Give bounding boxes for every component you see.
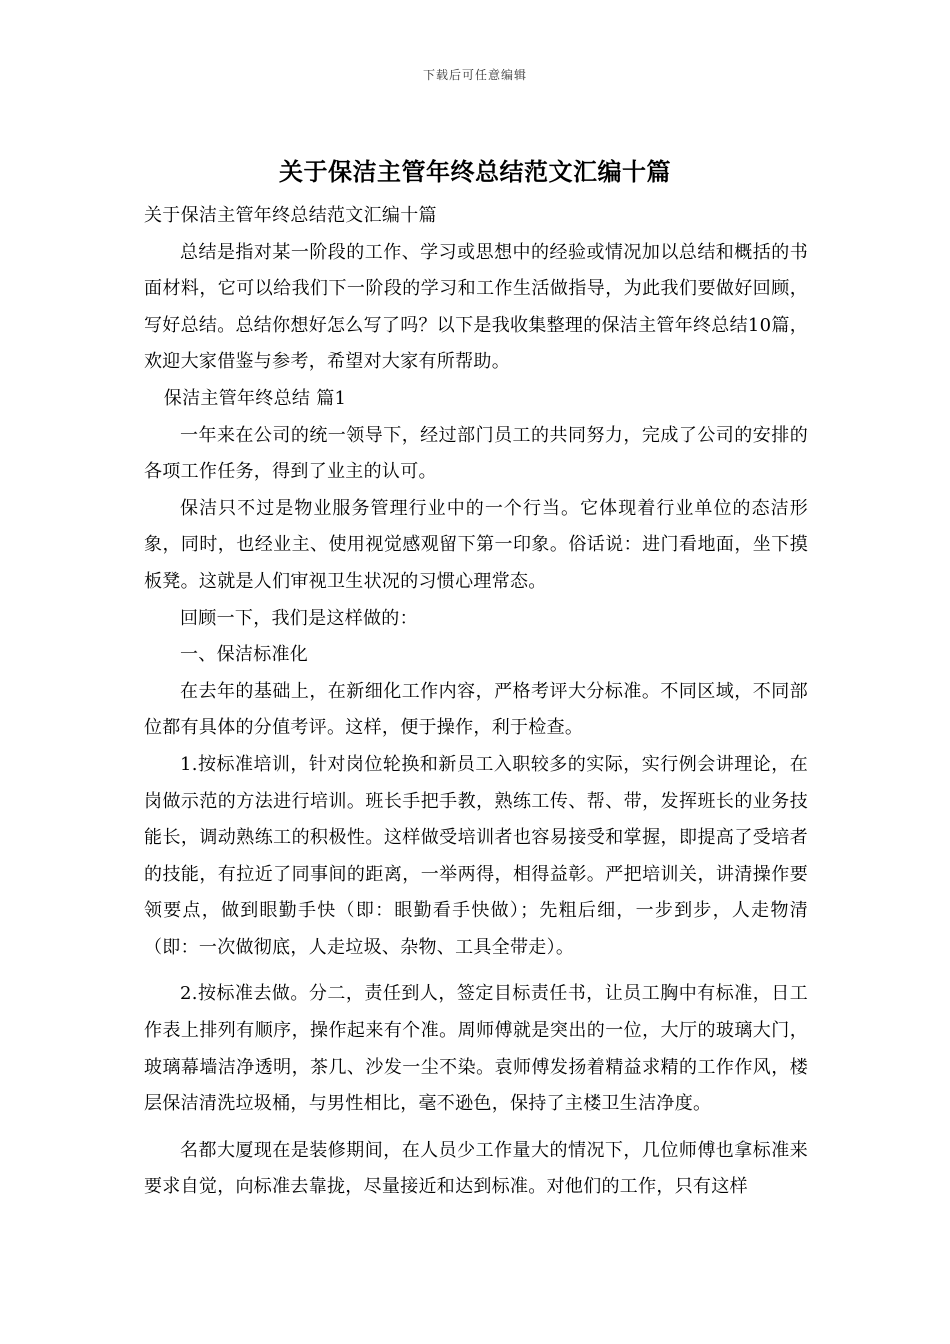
document-title: 关于保洁主管年终总结范文汇编十篇 bbox=[279, 157, 671, 186]
paragraph-intro: 总结是指对某一阶段的工作、学习或思想中的经验或情况加以总结和概括的书面材料，它可以给我们下一阶段的学习和工作生活做指导，为此我们要做好回顾，写好总结。总结你想好怎么写了吗？以下是我收集整理的保洁主管年终总结10篇，欢迎大家借鉴与参考，希望对大家有所帮助。 bbox=[144, 241, 809, 373]
paragraph: 2.按标准去做。分二，责任到人，签定目标责任书，让员工胸中有标准，日工作表上排列有顺序，操作起来有个准。周师傅就是突出的一位，大厅的玻璃大门，玻璃幕墙洁净透明，茶几、沙发一尘不染。袁师傅发扬着精益求精的工作作风，楼层保洁清洗垃圾桶，与男性相比，毫不逊色，保持了主楼卫生洁净度。 bbox=[144, 983, 808, 1115]
subsection-heading: 一、保洁标准化 bbox=[180, 644, 309, 666]
paragraph: 在去年的基础上，在新细化工作内容，严格考评大分标准。不同区域，不同部位都有具体的分值考评。这样，便于操作，利于检查。 bbox=[144, 680, 808, 739]
paragraph: 1.按标准培训，针对岗位轮换和新员工入职较多的实际，实行例会讲理论，在岗做示范的方法进行培训。班长手把手教，熟练工传、帮、带，发挥班长的业务技能长，调动熟练工的积极性。这样做受培训者也容易接受和掌握，即提高了受培者的技能，有拉近了同事间的距离，一举两得，相得益彰。严把培训关，讲清操作要领要点，做到眼勤手快（即：眼勤看手快做）；先粗后细，一步到步，人走物清（即：一次做彻底，人走垃圾、杂物、工具全带走）。 bbox=[144, 753, 808, 958]
paragraph: 一年来在公司的统一领导下，经过部门员工的共同努力，完成了公司的安排的各项工作任务，得到了业主的认可。 bbox=[144, 424, 808, 483]
paragraph: 名都大厦现在是装修期间，在人员少工作量大的情况下，几位师傅也拿标准来要求自觉，向标准去靠拢，尽量接近和达到标准。对他们的工作，只有这样 bbox=[144, 1139, 808, 1198]
section-heading: 保洁主管年终总结 篇1 bbox=[163, 387, 347, 409]
paragraph: 保洁只不过是物业服务管理行业中的一个行当。它体现着行业单位的态洁形象，同时，也经业主、使用视觉感观留下第一印象。俗话说：进门看地面，坐下摸板凳。这就是人们审视卫生状况的习惯心理常态。 bbox=[144, 497, 808, 592]
document-subtitle: 关于保洁主管年终总结范文汇编十篇 bbox=[144, 205, 437, 226]
header-note: 下载后可任意编辑 bbox=[422, 68, 527, 82]
paragraph: 回顾一下，我们是这样做的： bbox=[180, 607, 418, 629]
document-body bbox=[144, 198, 808, 1206]
